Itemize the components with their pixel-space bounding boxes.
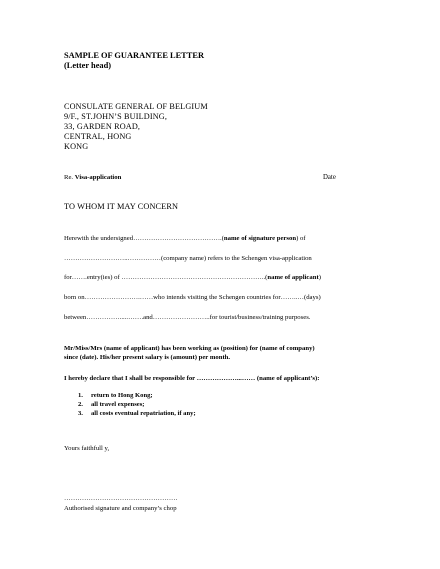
form-text: ) of: [296, 235, 306, 242]
form-text: ): [318, 274, 321, 281]
statement-line: since (date). His/her present salary is (amount) per month.: [64, 354, 231, 361]
responsibility-list: [64, 391, 196, 418]
statement-line: Mr/Miss/Mrs (name of applicant) has been working as (position) for (name of company): [64, 345, 315, 352]
form-text: for…….entry(ies) of ………………………………………………………..(: [64, 274, 268, 281]
list-number: 1.: [78, 392, 83, 399]
list-item: [64, 409, 196, 418]
list-item: [64, 391, 196, 400]
form-text: Herewith the undersigned………………………………….(: [64, 235, 224, 242]
date-label: Date: [323, 174, 336, 181]
applicant-name-placeholder: name of applicant: [267, 274, 319, 281]
address-line: 9/F., ST.JOHN’S BUILDING,: [64, 112, 168, 121]
salutation: TO WHOM IT MAY CONCERN: [64, 202, 179, 211]
address-line: CENTRAL, HONG: [64, 132, 132, 141]
form-line: between…………….....…….and……………………..for tourist/business/training purposes.: [64, 314, 311, 321]
form-line: ………………………..……………(company name) refers to the Schengen visa-application: [64, 255, 312, 262]
reference-subject: Visa-application: [74, 174, 122, 181]
form-line: born on…………………….……who intends visiting the Schengen countries for……..…(days): [64, 294, 321, 301]
list-text: all costs eventual repatriation, if any;: [91, 410, 196, 417]
signatory-name-placeholder: name of signature person: [223, 235, 297, 242]
declaration-line: I hereby declare that I shall be responsible for ………………...…… (name of applicant’s):: [64, 375, 320, 382]
list-number: 3.: [78, 410, 83, 417]
list-text: return to Hong Kong;: [91, 392, 153, 399]
form-line: [64, 234, 306, 244]
address-line: CONSULATE GENERAL OF BELGIUM: [64, 102, 208, 111]
reference-prefix: Re.: [64, 174, 75, 181]
form-line: [64, 273, 321, 283]
signature-line: ……………………………………………: [64, 495, 178, 502]
address-line: KONG: [64, 142, 89, 151]
list-number: 2.: [78, 401, 83, 408]
list-item: [64, 400, 196, 409]
document-title: SAMPLE OF GUARANTEE LETTER: [64, 51, 204, 60]
letter-head-note: (Letter head): [64, 61, 112, 70]
signature-caption: Authorised signature and company’s chop: [64, 505, 177, 512]
reference-line: [64, 173, 121, 183]
list-text: all travel expenses;: [91, 401, 145, 408]
address-line: 33, GARDEN ROAD,: [64, 122, 141, 131]
closing: Yours faithfull y,: [64, 445, 110, 452]
